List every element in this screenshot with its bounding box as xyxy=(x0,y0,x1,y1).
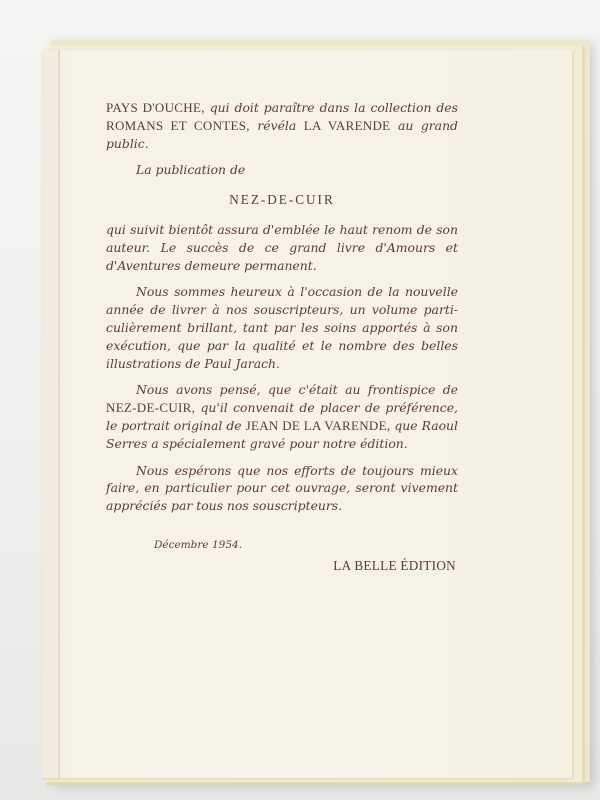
author-full-name: JEAN DE LA VARENDE, xyxy=(245,417,391,433)
paragraph-closing: Nous espérons que nos efforts de toujours mieux faire, en particulier pour cet ouvrage, seront vivement appréciés par tous nos souscripteurs. xyxy=(106,462,458,514)
date-line: Décembre 1954. xyxy=(154,538,243,551)
frontispiece-text-2: qu'il convenait de placer de préférence, le portrait original de xyxy=(106,400,458,433)
title-reference: NEZ-DE-CUIR, xyxy=(106,400,196,416)
frontispiece-text-3: que Raoul Serres a spécialement gravé pour notre édition. xyxy=(106,417,458,451)
book-title: NEZ-DE-CUIR xyxy=(229,192,335,208)
collection-name: ROMANS ET CONTES, xyxy=(106,117,250,133)
author-name: LA VARENDE xyxy=(303,117,391,133)
intro-text-1: qui doit paraître dans la collection des xyxy=(204,100,458,115)
paragraph-intro xyxy=(106,99,458,152)
intro-text-2: révéla xyxy=(249,117,304,133)
frontispiece-text-1: Nous avons pensé, que c'était au frontispice de xyxy=(136,382,458,398)
paragraph-frontispiece xyxy=(106,381,458,452)
page-text xyxy=(106,99,458,575)
publisher-signature: LA BELLE ÉDITION xyxy=(333,557,456,573)
intro-text-3: au grand public. xyxy=(106,117,458,151)
book-name-pays-douche: PAYS D'OUCHE, xyxy=(106,100,205,115)
paragraph-renown: qui suivit bientôt assura d'emblée le haut renom de son auteur. Le succès de ce grand livre d'Amours et d'Aventures demeure permanent. xyxy=(106,221,458,273)
paragraph-volume: Nous sommes heureux à l'occasion de la nouvelle année de livrer à nos souscripteurs, un volume parti- culièrement brillant, tant par les soins apportés à son exécution, que par la qualité et le nombre des belles illustrations de Paul Jarach. xyxy=(106,284,458,371)
paragraph-publication: La publication de xyxy=(136,162,246,178)
